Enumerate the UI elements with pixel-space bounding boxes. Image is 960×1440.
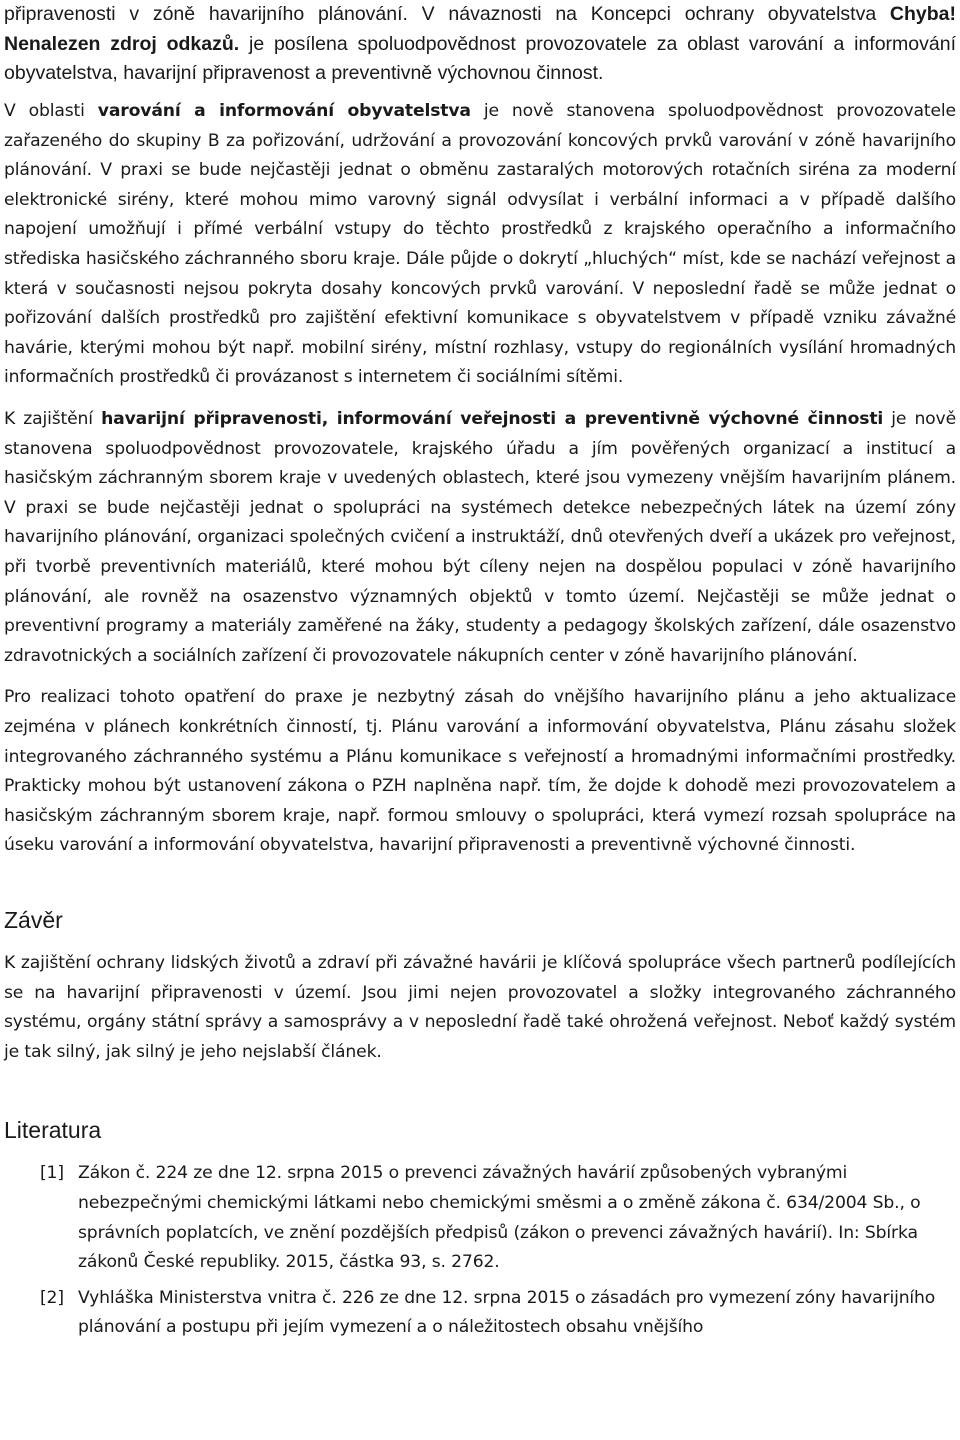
paragraph-emphasis: havarijní připravenosti, informování veřejnosti a preventivně výchovné činnosti <box>101 409 884 430</box>
paragraph-lead: K zajištění <box>4 409 102 430</box>
section-heading-conclusion: Závěr <box>4 906 63 933</box>
reference-error-text: Chyba! Nenalezen zdroj odkazů. <box>4 3 957 55</box>
paragraph-warning-informing <box>4 97 956 393</box>
reference-number: [1] <box>40 1163 64 1184</box>
paragraph-emphasis: varování a informování obyvatelstva <box>97 101 471 122</box>
paragraph-conclusion: K zajištění ochrany lidských životů a zdraví při závažné havárii je klíčová spolupráce všech partnerů podílejících se na havarijní připravenosti v území. Jsou jimi nejen provozovatel a složky integrovaného záchranného systému, orgány státní správy a samosprávy a v neposlední řadě také ohrožená veřejnost. Neboť každý systém je tak silný, jak silný je jeho nejslabší článek. <box>4 952 956 1062</box>
document-page <box>4 0 956 1349</box>
paragraph-body: je nově stanovena spoluodpovědnost provozovatele zařazeného do skupiny B za pořizování, udržování a provozování koncových prvků varování v zóně havarijního plánování. V praxi se bude nejčastěji jednat o obměnu zastaralých motorových rotačních siréna za moderní elektronické sirény, které mohou mimo varovný signál odvysílat i verbální informaci a v případě dalšího napojení umožňují i přímé verbální vstupy do těchto prostředků z krajského operačního a informačního střediska hasičského záchranného sboru kraje. Dále půjde o dokrytí „hluchých“ míst, kde se nachází veřejnost a která v současnosti nejsou pokryta dosahy koncových prvků varování. V neposlední řadě se může jednat o pořizování dalších prostředků pro zajištění efektivní komunikace s obyvatelstvem v případě vzniku závažné havárie, kterými mohou být např. mobilní sirény, místní rozhlasy, vstupy do regionálních vysílání hromadných informačních prostředků či provázanost s internetem či sociálními sítěmi. <box>4 101 956 388</box>
paragraph-preparedness <box>4 405 956 671</box>
paragraph-lead: V oblasti <box>4 101 98 122</box>
section-heading-references: Literatura <box>4 1117 102 1144</box>
reference-item <box>4 1159 956 1277</box>
paragraph-body: je nově stanovena spoluodpovědnost provozovatele, krajského úřadu a jím pověřených organizací a institucí a hasičským záchranným sborem kraje v uvedených oblastech, které jsou vymezeny vnějším havarijním plánem. V praxi se bude nejčastěji jednat o spolupráci na systémech detekce nebezpečných látek na území zóny havarijního plánování, organizaci společných cvičení a instruktáží, dnů otevřených dveří a ukázek pro veřejnost, při tvorbě preventivních materiálů, které mohou být cíleny nejen na dospělou populaci v zóně havarijního plánování, ale rovněž na osazenstvo významných objektů v tomto území. Nejčastěji se může jednat o preventivní programy a materiály zaměřené na žáky, studenty a pedagogy školských zařízení, dále osazenstvo zdravotnických a sociálních zařízení či provozovatele nákupních center v zóně havarijního plánování. <box>4 409 956 666</box>
reference-text: Vyhláška Ministerstva vnitra č. 226 ze dne 12. srpna 2015 o zásadách pro vymezení zóny havarijního plánování a postupu při jejím vymezení a o náležitostech obsahu vnějšího <box>78 1287 936 1338</box>
intro-text-part1: připravenosti v zóně havarijního plánování. V návaznosti na Koncepci ochrany obyvatelstva <box>4 3 877 25</box>
reference-list <box>4 1159 956 1343</box>
intro-paragraph <box>4 0 956 89</box>
paragraph-implementation: Pro realizaci tohoto opatření do praxe je nezbytný zásah do vnějšího havarijního plánu a jeho aktualizace zejména v plánech konkrétních činností, tj. Plánu varování a informování obyvatelstva, Plánu zásahu složek integrovaného záchranného systému a Plánu komunikace s veřejností a hromadnými informačními prostředky. Prakticky mohou být ustanovení zákona o PZH naplněna např. tím, že dojde k dohodě mezi provozovatelem a hasičským záchranným sborem kraje, např. formou smlouvy o spolupráci, která vymezí rozsah spolupráce na úseku varování a informování obyvatelstva, havarijní připravenosti a preventivně výchovné činnosti. <box>4 687 956 856</box>
reference-text: Zákon č. 224 ze dne 12. srpna 2015 o prevenci závažných havárií způsobených vybranými nebezpečnými chemickými látkami nebo chemickými směsmi a o změně zákona č. 634/2004 Sb., o správních poplatcích, ve znění pozdějších předpisů (zákon o prevenci závažných havárií). In: Sbírka zákonů České republiky. 2015, částka 93, s. 2762. <box>78 1163 921 1273</box>
reference-item <box>4 1284 956 1343</box>
reference-number: [2] <box>40 1287 64 1308</box>
intro-text-part2: je posílena spoluodpovědnost provozovatele za oblast varování a informování obyvatelstva, havarijní připravenost a preventivně výchovnou činnost. <box>4 32 956 85</box>
